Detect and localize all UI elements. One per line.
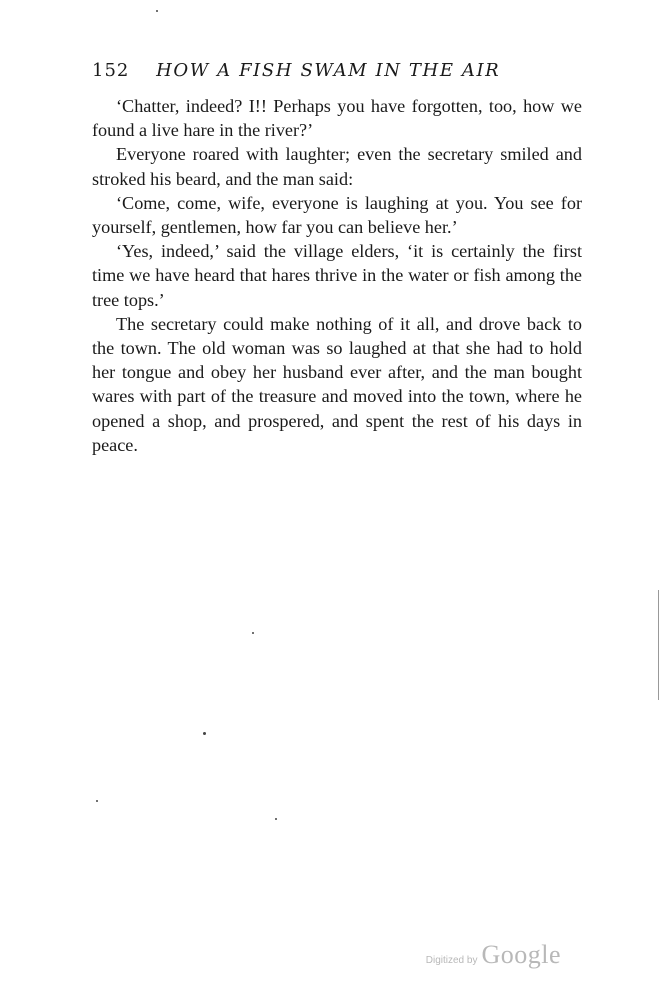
paragraph: Everyone roared with laughter; even the secretary smiled and stroked his beard, and the man said:	[92, 144, 582, 189]
paragraph: The secretary could make nothing of it all, and drove back to the town. The old woman was so laughed at that she had to hold her tongue and obey her husband ever after, and the man bought wares with part of the treasure and moved into the town, where he opened a shop, and prospered, and spent the rest of his days in peace.	[92, 313, 582, 455]
scan-speck	[203, 732, 206, 735]
page-edge-mark	[658, 590, 659, 700]
paragraph: ‘Come, come, wife, everyone is laughing at you. You see for yourself, gentlemen, how far you can believe her.’	[92, 192, 582, 238]
digitized-watermark	[426, 940, 561, 970]
paragraph: ‘Yes, indeed,’ said the village elders, ‘it is certainly the first time we have heard that hares thrive in the water or fish among the tree tops.’	[92, 241, 582, 310]
scan-speck	[96, 800, 98, 802]
google-logo: Google	[481, 940, 561, 969]
watermark-prefix: Digitized by	[425, 955, 478, 966]
scan-speck	[275, 818, 277, 820]
running-header	[92, 60, 582, 81]
scan-speck	[252, 632, 254, 634]
scan-speck	[156, 10, 158, 12]
paragraph: ‘Chatter, indeed? I!! Perhaps you have forgotten, too, how we found a live hare in the river?’	[92, 96, 582, 141]
running-title: HOW A FISH SWAM IN THE AIR	[156, 60, 501, 81]
page-number: 152	[92, 60, 130, 81]
body-text	[92, 94, 582, 457]
